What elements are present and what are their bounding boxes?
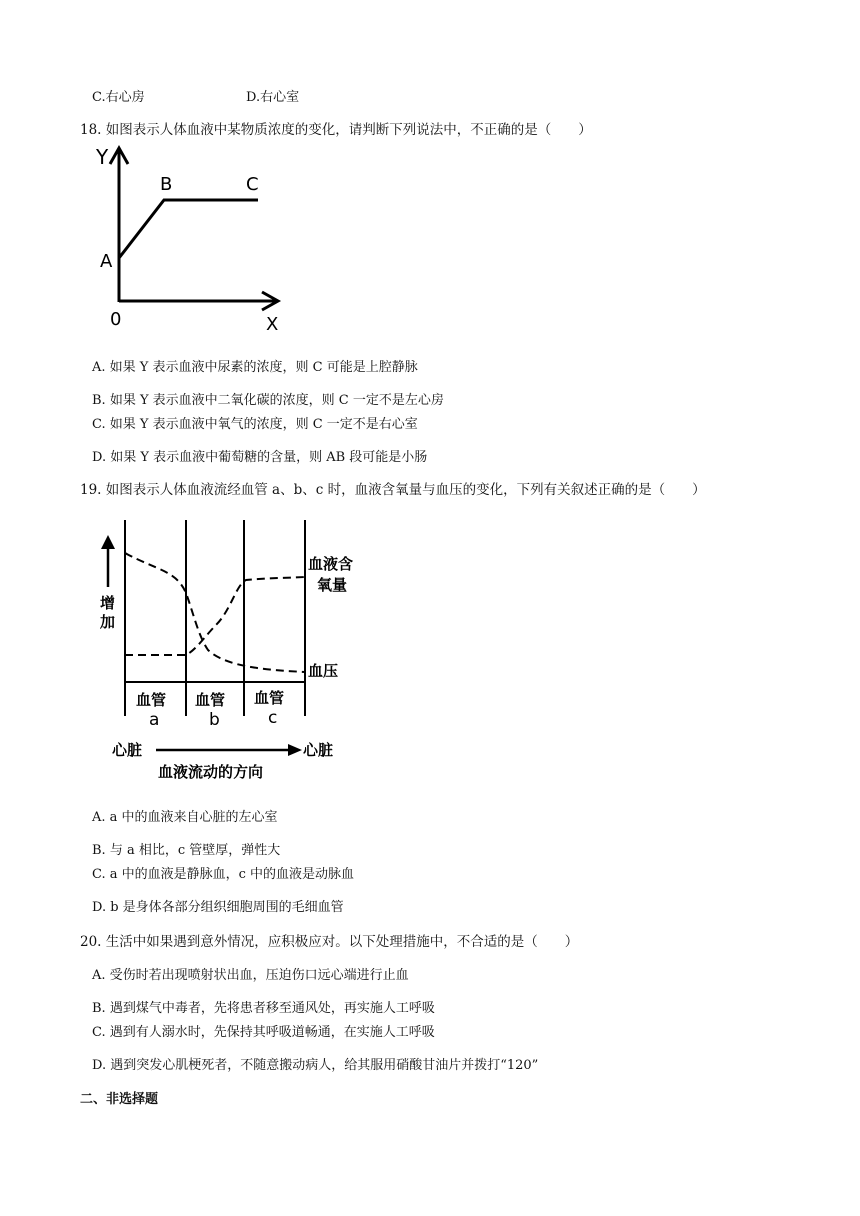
q19-oxygen-curve [125, 577, 305, 655]
q19-oxygen-label-1: 血液含 [308, 555, 354, 573]
q19-oxygen-label-2: 氧量 [317, 576, 348, 594]
q18-option-d: D. 如果 Y 表示血液中葡萄糖的含量，则 AB 段可能是小肠 [92, 450, 428, 465]
q19-vessel-a-word: 血管 [136, 691, 167, 709]
q18-option-c: C. 如果 Y 表示血液中氧气的浓度，则 C 一定不是右心室 [92, 417, 418, 432]
q20-option-b: B. 遇到煤气中毒者，先将患者移至通风处，再实施人工呼吸 [92, 1001, 435, 1016]
q17-option-d: D.右心室 [246, 90, 300, 105]
q17-option-c: C.右心房 [92, 90, 145, 105]
q19-option-a: A. a 中的血液来自心脏的左心室 [92, 810, 278, 825]
q19-vessel-b: b [209, 710, 220, 730]
q18-label-b: B [160, 174, 173, 195]
q18-curve [119, 200, 258, 258]
q18-label-y: Y [96, 145, 109, 169]
q18-stem: 18. 如图表示人体血液中某物质浓度的变化，请判断下列说法中，不正确的是（ ） [80, 122, 592, 138]
section-title-non-choice: 二、非选择题 [80, 1092, 159, 1107]
q20-option-d: D. 遇到突发心肌梗死者，不随意搬动病人，给其服用硝酸甘油片并拨打“120” [92, 1058, 539, 1073]
q19-vessel-c-word: 血管 [254, 689, 285, 707]
q20-option-a: A. 受伤时若出现喷射状出血，压迫伤口远心端进行止血 [92, 968, 409, 983]
q18-option-a: A. 如果 Y 表示血液中尿素的浓度，则 C 可能是上腔静脉 [92, 360, 418, 375]
q19-flow-arrowhead [288, 744, 302, 756]
q19-increase-label-2: 加 [100, 613, 116, 631]
q18-label-origin: 0 [110, 309, 122, 330]
q19-vessel-a: a [149, 710, 160, 730]
q19-stem: 19. 如图表示人体血液流经血管 a、b、c 时，血液含氧量与血压的变化，下列有关叙述正确的是（ ） [80, 482, 706, 498]
q18-graph [96, 142, 296, 337]
q19-pressure-label: 血压 [308, 662, 339, 680]
q18-option-b: B. 如果 Y 表示血液中二氧化碳的浓度，则 C 一定不是左心房 [92, 393, 444, 408]
q19-option-d: D. b 是身体各部分组织细胞周围的毛细血管 [92, 900, 344, 915]
q20-stem: 20. 生活中如果遇到意外情况，应积极应对。以下处理措施中，不合适的是（ ） [80, 934, 579, 950]
q19-heart-right: 心脏 [303, 741, 334, 759]
q19-option-b: B. 与 a 相比，c 管壁厚，弹性大 [92, 843, 281, 858]
q18-label-a: A [100, 251, 113, 272]
q19-increase-label-1: 增 [100, 594, 116, 612]
q19-vessel-b-word: 血管 [195, 691, 226, 709]
q19-diagram [96, 515, 366, 790]
q19-option-c: C. a 中的血液是静脉血，c 中的血液是动脉血 [92, 867, 355, 882]
q19-heart-left: 心脏 [112, 741, 143, 759]
q19-increase-arrowhead [101, 535, 115, 549]
q20-option-c: C. 遇到有人溺水时，先保持其呼吸道畅通，在实施人工呼吸 [92, 1025, 435, 1040]
q19-flow-label: 血液流动的方向 [158, 763, 264, 781]
q18-label-c: C [246, 174, 259, 195]
q19-vessel-c: c [268, 708, 278, 728]
q18-label-x: X [266, 314, 279, 335]
